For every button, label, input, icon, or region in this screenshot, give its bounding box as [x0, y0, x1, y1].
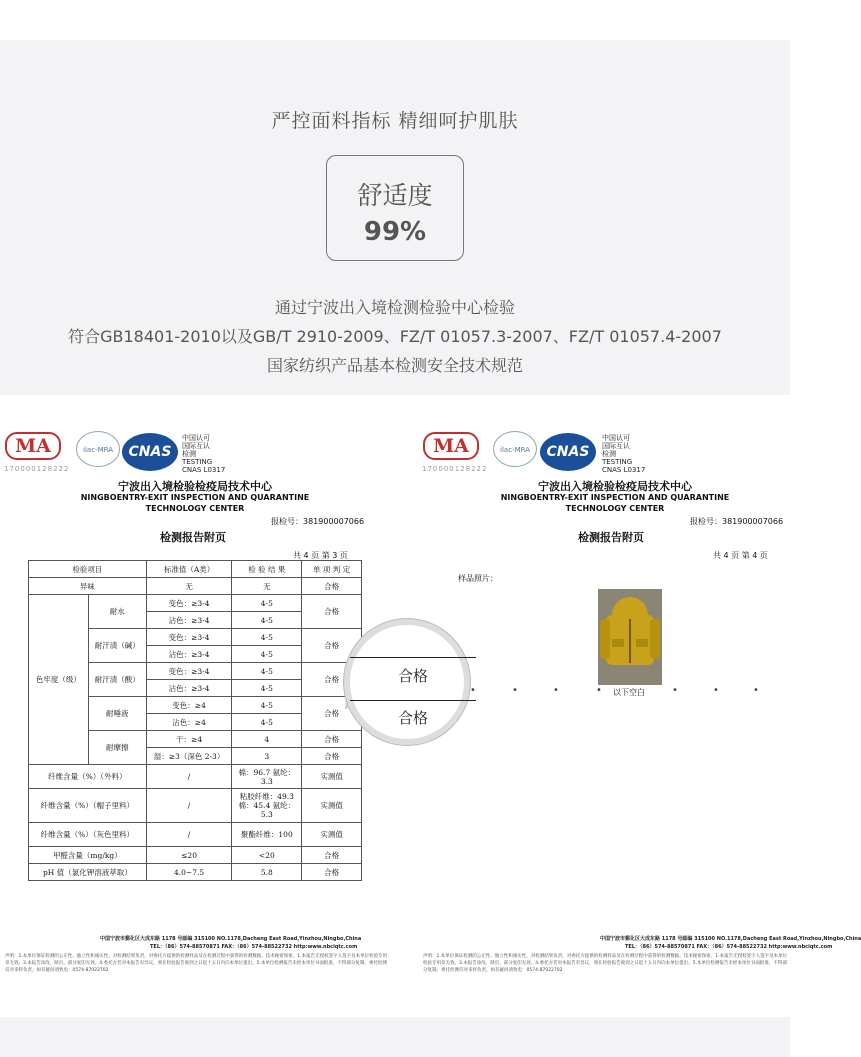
footer-tel: TEL：（86）574-88570871 FAX：（86）574-88522732 http:www.nbciqtc.com — [150, 944, 358, 950]
magnified-pass-2: 合格 — [397, 709, 428, 727]
table-row: 耐唾液 变色：≥4 4-5 合格 — [29, 697, 362, 714]
org-name-cn: 宁波出入境检验检疫局技术中心 — [538, 480, 692, 493]
table-row: 耐摩擦 干：≥4 4 合格 — [29, 731, 362, 748]
table-row: 异味 无 无 合格 — [29, 578, 362, 595]
report-title: 检测报告附页 — [160, 531, 226, 544]
table-row: 色牢度（级） 耐水 变色：≥3-4 4-5 合格 — [29, 595, 362, 612]
table-row: 纤维含量（%）（外料） / 棉：96.7 氨纶：3.3 实测值 — [29, 765, 362, 789]
badge-label: 舒适度 — [357, 181, 433, 210]
report-title: 检测报告附页 — [578, 531, 644, 544]
magnifier-circle — [344, 619, 470, 745]
footer-address: 中国宁波市鄞化区大成东路 1178 号邮编 315100 NO.1178,Dacheng East Road,Yinzhou,Ningbo,China — [600, 936, 861, 942]
report-number: 报检号：381900007066 — [271, 517, 365, 526]
table-row: 沾色：≥3-4 4-5 — [29, 646, 362, 663]
dot-divider: • — [596, 685, 602, 696]
org-name-en-2: TECHNOLOGY CENTER — [565, 504, 665, 513]
bottom-band — [0, 1017, 790, 1057]
hero-section — [0, 0, 790, 395]
table-row: pH 值（氯化钾溶液萃取） 4.0~7.5 5.8 合格 — [29, 864, 362, 881]
badge-value: 99% — [363, 217, 427, 247]
standards-line: 符合GB18401-2010以及GB/T 2910-2009、FZ/T 01057.3-2007、FZ/T 01057.4-2007 — [68, 327, 722, 346]
dot-divider: • — [672, 685, 678, 696]
cnas-logo: CNAS — [540, 433, 596, 471]
ma-logo: MA — [423, 432, 479, 460]
table-row: 耐汗渍（酸） 变色：≥3-4 4-5 合格 — [29, 663, 362, 680]
ilac-logo: ilac-MRA — [76, 431, 120, 467]
dot-divider: • — [553, 685, 559, 696]
sample-photo-label: 样品照片： — [458, 574, 498, 583]
ma-number: 170000128222 — [422, 465, 488, 473]
org-name-en-1: NINGBOENTRY-EXIT INSPECTION AND QUARANTINE — [500, 493, 730, 502]
page-number: 共 4 页 第 3 页 — [293, 551, 348, 560]
cnas-text: 中国认可 国际互认 检测 TESTING CNAS L0317 — [182, 434, 226, 474]
footer-tel: TEL：（86）574-88570871 FAX：（86）574-88522732 http:www.nbciqtc.com — [625, 944, 833, 950]
table-row: 耐汗渍（碱） 变色：≥3-4 4-5 合格 — [29, 629, 362, 646]
cnas-logo: CNAS — [122, 433, 178, 471]
test-report-section — [0, 395, 861, 1057]
headline: 严控面料指标 精细呵护肌肤 — [271, 110, 519, 132]
inspection-line: 通过宁波出入境检测检验中心检验 — [274, 298, 515, 317]
footer-note: 声明：1.本单位保证检测的公正性、独立性和诚实性，对检测结果负责，对委托方提供的检测样品及在检测过程中获得的检测数据、技术秘密保密。1.本报告无授权签字人签字及本单位检验专用章无效。3.本报告涂改、缺页、部分复印无效。4.委托方若对本报告有异议，须在检验报告收到之日起十五日内向本单位提出。5.本单位检测报告未经本单位书面批准，不得部分复制。委托检测仅对来样负责。如有疑问请致电：0574-87022702 — [423, 954, 788, 973]
footer-note: 声明：1.本单位保证检测的公正性、独立性和诚实性，对检测结果负责，对委托方提供的检测样品及在检测过程中获得的检测数据、技术秘密保密。1.本报告无授权签字人签字及本单位检验专用章无效。3.本报告涂改、缺页、部分复印无效。4.委托方若对本报告有异议，须在检验报告收到之日起十五日内向本单位提出。5.本单位检测报告未经本单位书面批准，不得部分复制。委托检测仅对来样负责。如有疑问请致电：0574-87022702 — [5, 954, 388, 973]
ma-number: 170000128222 — [4, 465, 70, 473]
report-page-left — [0, 395, 388, 1057]
end-of-report-text: 以下空白 — [613, 688, 645, 697]
dot-divider: • — [713, 685, 719, 696]
comfort-badge — [326, 155, 464, 261]
safety-line: 国家纺织产品基本检测安全技术规范 — [266, 356, 523, 375]
table-row: 甲醛含量（mg/kg） ≤20 <20 合格 — [29, 847, 362, 864]
table-row: 湿：≥3（深色 2-3） 3 合格 — [29, 748, 362, 765]
ma-logo: MA — [5, 432, 61, 460]
table-row: 沾色：≥4 4-5 — [29, 714, 362, 731]
table-row: 纤维含量（%）（灰色里料） / 聚酯纤维：100 实测值 — [29, 823, 362, 847]
sample-jacket-photo — [598, 589, 662, 685]
result-table — [28, 560, 362, 881]
table-row: 沾色：≥3-4 4-5 — [29, 612, 362, 629]
table-row: 纤维含量（%）（帽子里料） / 粘胶纤维：49.3 棉：45.4 氨纶：5.3 实测值 — [29, 789, 362, 823]
cnas-text: 中国认可 国际互认 检测 TESTING CNAS L0317 — [602, 434, 646, 474]
table-header-row: 检验项目 标准值（A类） 检 验 结 果 单 项 判 定 — [29, 561, 362, 578]
org-name-en-2: TECHNOLOGY CENTER — [145, 504, 245, 513]
table-row: 沾色：≥3-4 4-5 — [29, 680, 362, 697]
magnified-pass-1: 合格 — [397, 667, 428, 685]
page-number: 共 4 页 第 4 页 — [713, 551, 768, 560]
dot-divider: • — [753, 685, 759, 696]
ilac-logo: ilac-MRA — [493, 431, 537, 467]
dot-divider: • — [470, 685, 476, 696]
footer-address: 中国宁波市鄞化区大成东路 1178 号邮编 315100 NO.1178,Dacheng East Road,Yinzhou,Ningbo,China — [100, 936, 362, 942]
org-name-en-1: NINGBOENTRY-EXIT INSPECTION AND QUARANTINE — [80, 493, 310, 502]
org-name-cn: 宁波出入境检验检疫局技术中心 — [118, 480, 272, 493]
report-number: 报检号：381900007066 — [690, 517, 784, 526]
dot-divider: • — [512, 685, 518, 696]
